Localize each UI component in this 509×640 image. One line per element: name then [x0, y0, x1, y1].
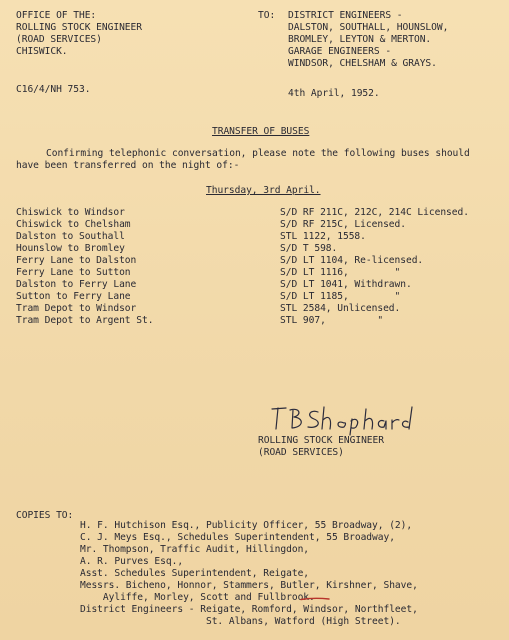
- copies-line: Ayliffe, Morley, Scott and Fullbrook.: [80, 592, 315, 603]
- from-line-2: ROLLING STOCK ENGINEER: [16, 22, 142, 33]
- transfer-route: Chiswick to Chelsham: [16, 219, 131, 230]
- transfer-route: Tram Depot to Argent St.: [16, 315, 154, 326]
- transfer-route: Dalston to Ferry Lane: [16, 279, 137, 290]
- transfer-buses: S/D LT 1104, Re-licensed.: [280, 255, 424, 266]
- copies-line: District Engineers - Reigate, Romford, Windsor, Northfleet,: [80, 604, 418, 615]
- transfer-route: Chiswick to Windsor: [16, 207, 125, 218]
- reference-number: C16/4/NH 753.: [16, 84, 91, 95]
- transfer-route: Tram Depot to Windsor: [16, 303, 137, 314]
- transfer-buses: S/D LT 1116, ": [280, 267, 401, 278]
- from-line-3: (ROAD SERVICES): [16, 34, 102, 45]
- red-pen-mark: [300, 597, 330, 601]
- transfer-route: Ferry Lane to Dalston: [16, 255, 137, 266]
- copies-line: A. R. Purves Esq.,: [80, 556, 184, 567]
- copies-line: St. Albans, Watford (High Street).: [80, 616, 401, 627]
- transfer-buses: S/D RF 211C, 212C, 214C Licensed.: [280, 207, 469, 218]
- transfer-route: Sutton to Ferry Lane: [16, 291, 131, 302]
- memo-date: 4th April, 1952.: [288, 88, 380, 99]
- copies-line: Messrs. Bicheno, Honnor, Stammers, Butler, Kirshner, Shave,: [80, 580, 418, 591]
- transfer-buses: STL 907, ": [280, 315, 384, 326]
- transfer-buses: S/D RF 215C, Licensed.: [280, 219, 406, 230]
- to-line-3: BROMLEY, LEYTON & MERTON.: [288, 34, 432, 45]
- intro-line-1: Confirming telephonic conversation, please note the following buses should: [46, 148, 470, 159]
- signature-title-1: ROLLING STOCK ENGINEER: [258, 435, 384, 446]
- to-line-4: GARAGE ENGINEERS -: [288, 46, 392, 57]
- to-line-2: DALSTON, SOUTHALL, HOUNSLOW,: [288, 22, 449, 33]
- to-line-1: DISTRICT ENGINEERS -: [288, 10, 403, 21]
- from-line-1: OFFICE OF THE:: [16, 10, 97, 21]
- transfer-route: Ferry Lane to Sutton: [16, 267, 131, 278]
- transfer-route: Hounslow to Bromley: [16, 243, 125, 254]
- copies-line: C. J. Meys Esq., Schedules Superintendent, 55 Broadway,: [80, 532, 395, 543]
- transfer-buses: S/D LT 1041, Withdrawn.: [280, 279, 412, 290]
- copies-line: H. F. Hutchison Esq., Publicity Officer, 55 Broadway, (2),: [80, 520, 413, 531]
- handwritten-signature: [266, 403, 416, 437]
- copies-label: COPIES TO:: [16, 510, 74, 521]
- transfer-buses: S/D LT 1185, ": [280, 291, 401, 302]
- transfer-buses: S/D T 598.: [280, 243, 338, 254]
- transfer-day: Thursday, 3rd April.: [206, 185, 321, 196]
- copies-line: Asst. Schedules Superintendent, Reigate,: [80, 568, 310, 579]
- to-label: TO:: [258, 10, 276, 21]
- transfer-buses: STL 2584, Unlicensed.: [280, 303, 401, 314]
- to-line-5: WINDSOR, CHELSHAM & GRAYS.: [288, 58, 437, 69]
- transfer-buses: STL 1122, 1558.: [280, 231, 366, 242]
- signature-title-2: (ROAD SERVICES): [258, 447, 344, 458]
- copies-line: Mr. Thompson, Traffic Audit, Hillingdon,: [80, 544, 310, 555]
- transfer-route: Dalston to Southall: [16, 231, 125, 242]
- from-line-4: CHISWICK.: [16, 46, 68, 57]
- intro-line-2: have been transferred on the night of:-: [16, 160, 240, 171]
- memo-title: TRANSFER OF BUSES: [212, 126, 310, 137]
